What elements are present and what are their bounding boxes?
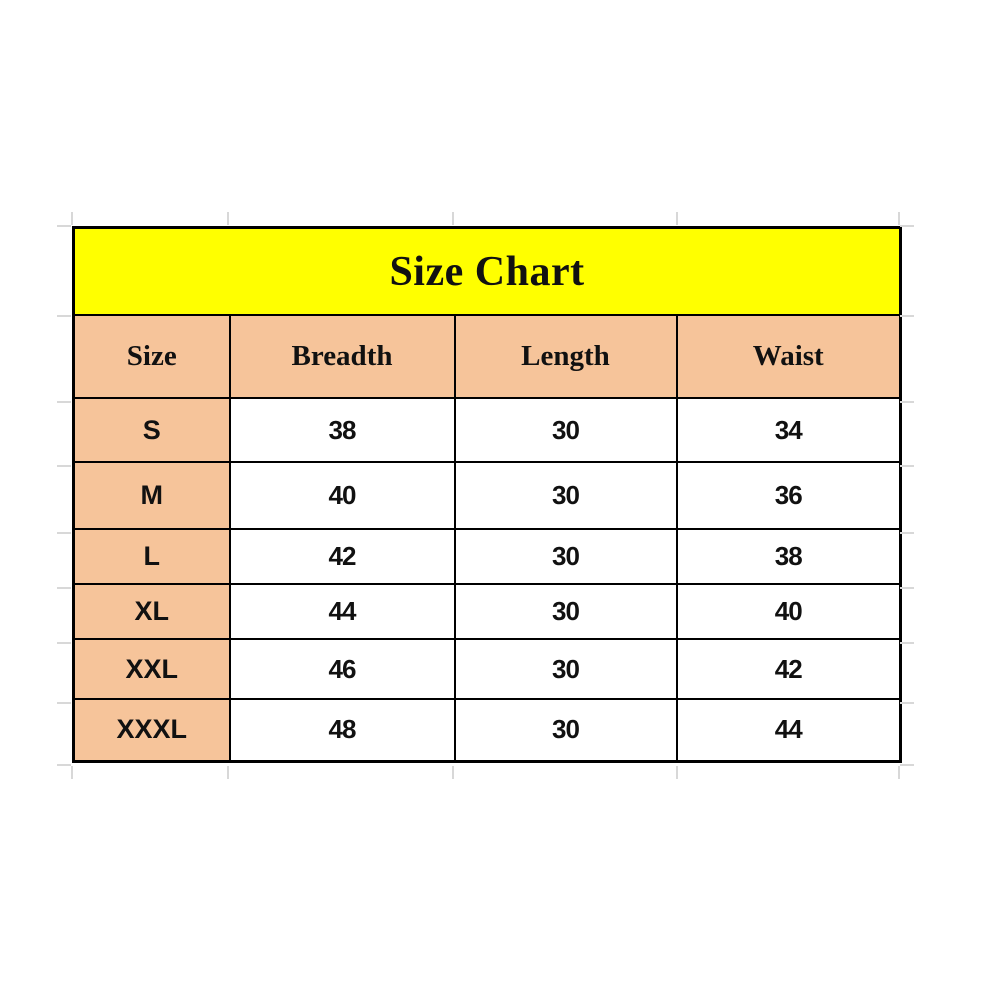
gridline-stub <box>900 642 914 644</box>
gridline-stub <box>57 532 71 534</box>
header-row <box>74 315 901 398</box>
waist-value: 40 <box>677 584 901 639</box>
breadth-value: 48 <box>230 699 455 761</box>
column-header-breadth: Breadth <box>230 315 455 398</box>
gridline-stub <box>57 702 71 704</box>
gridline-stub <box>676 212 678 225</box>
chart-title: Size Chart <box>74 228 901 316</box>
table-row-m <box>74 462 901 529</box>
breadth-value: 42 <box>230 529 455 584</box>
breadth-value: 40 <box>230 462 455 529</box>
length-value: 30 <box>455 462 677 529</box>
gridline-stub <box>227 212 229 225</box>
table-row-xxxl <box>74 699 901 761</box>
waist-value: 42 <box>677 639 901 699</box>
table-row-xl <box>74 584 901 639</box>
gridline-stub <box>57 315 71 317</box>
gridline-stub <box>227 766 229 779</box>
length-value: 30 <box>455 584 677 639</box>
gridline-stub <box>900 764 914 766</box>
table-row-s <box>74 398 901 462</box>
title-row <box>74 228 901 316</box>
gridline-stub <box>898 212 900 225</box>
size-label: XXXL <box>74 699 230 761</box>
gridline-stub <box>900 465 914 467</box>
gridline-stub <box>57 401 71 403</box>
size-label: L <box>74 529 230 584</box>
gridline-stub <box>900 702 914 704</box>
length-value: 30 <box>455 699 677 761</box>
length-value: 30 <box>455 529 677 584</box>
breadth-value: 46 <box>230 639 455 699</box>
gridline-stub <box>57 225 71 227</box>
gridline-stub <box>900 587 914 589</box>
length-value: 30 <box>455 398 677 462</box>
gridline-stub <box>57 642 71 644</box>
breadth-value: 44 <box>230 584 455 639</box>
gridline-stub <box>71 212 73 225</box>
length-value: 30 <box>455 639 677 699</box>
waist-value: 36 <box>677 462 901 529</box>
column-header-length: Length <box>455 315 677 398</box>
size-label: M <box>74 462 230 529</box>
waist-value: 38 <box>677 529 901 584</box>
size-label: XL <box>74 584 230 639</box>
gridline-stub <box>900 532 914 534</box>
gridline-stub <box>900 315 914 317</box>
gridline-stub <box>676 766 678 779</box>
gridline-stub <box>57 764 71 766</box>
gridline-stub <box>452 766 454 779</box>
waist-value: 34 <box>677 398 901 462</box>
breadth-value: 38 <box>230 398 455 462</box>
waist-value: 44 <box>677 699 901 761</box>
table-row-l <box>74 529 901 584</box>
gridline-stub <box>900 401 914 403</box>
gridline-stub <box>900 225 914 227</box>
gridline-stub <box>57 587 71 589</box>
size-chart-table <box>72 226 902 763</box>
gridline-stub <box>898 766 900 779</box>
size-label: XXL <box>74 639 230 699</box>
size-label: S <box>74 398 230 462</box>
column-header-size: Size <box>74 315 230 398</box>
gridline-stub <box>452 212 454 225</box>
column-header-waist: Waist <box>677 315 901 398</box>
table-row-xxl <box>74 639 901 699</box>
gridline-stub <box>57 465 71 467</box>
gridline-stub <box>71 766 73 779</box>
